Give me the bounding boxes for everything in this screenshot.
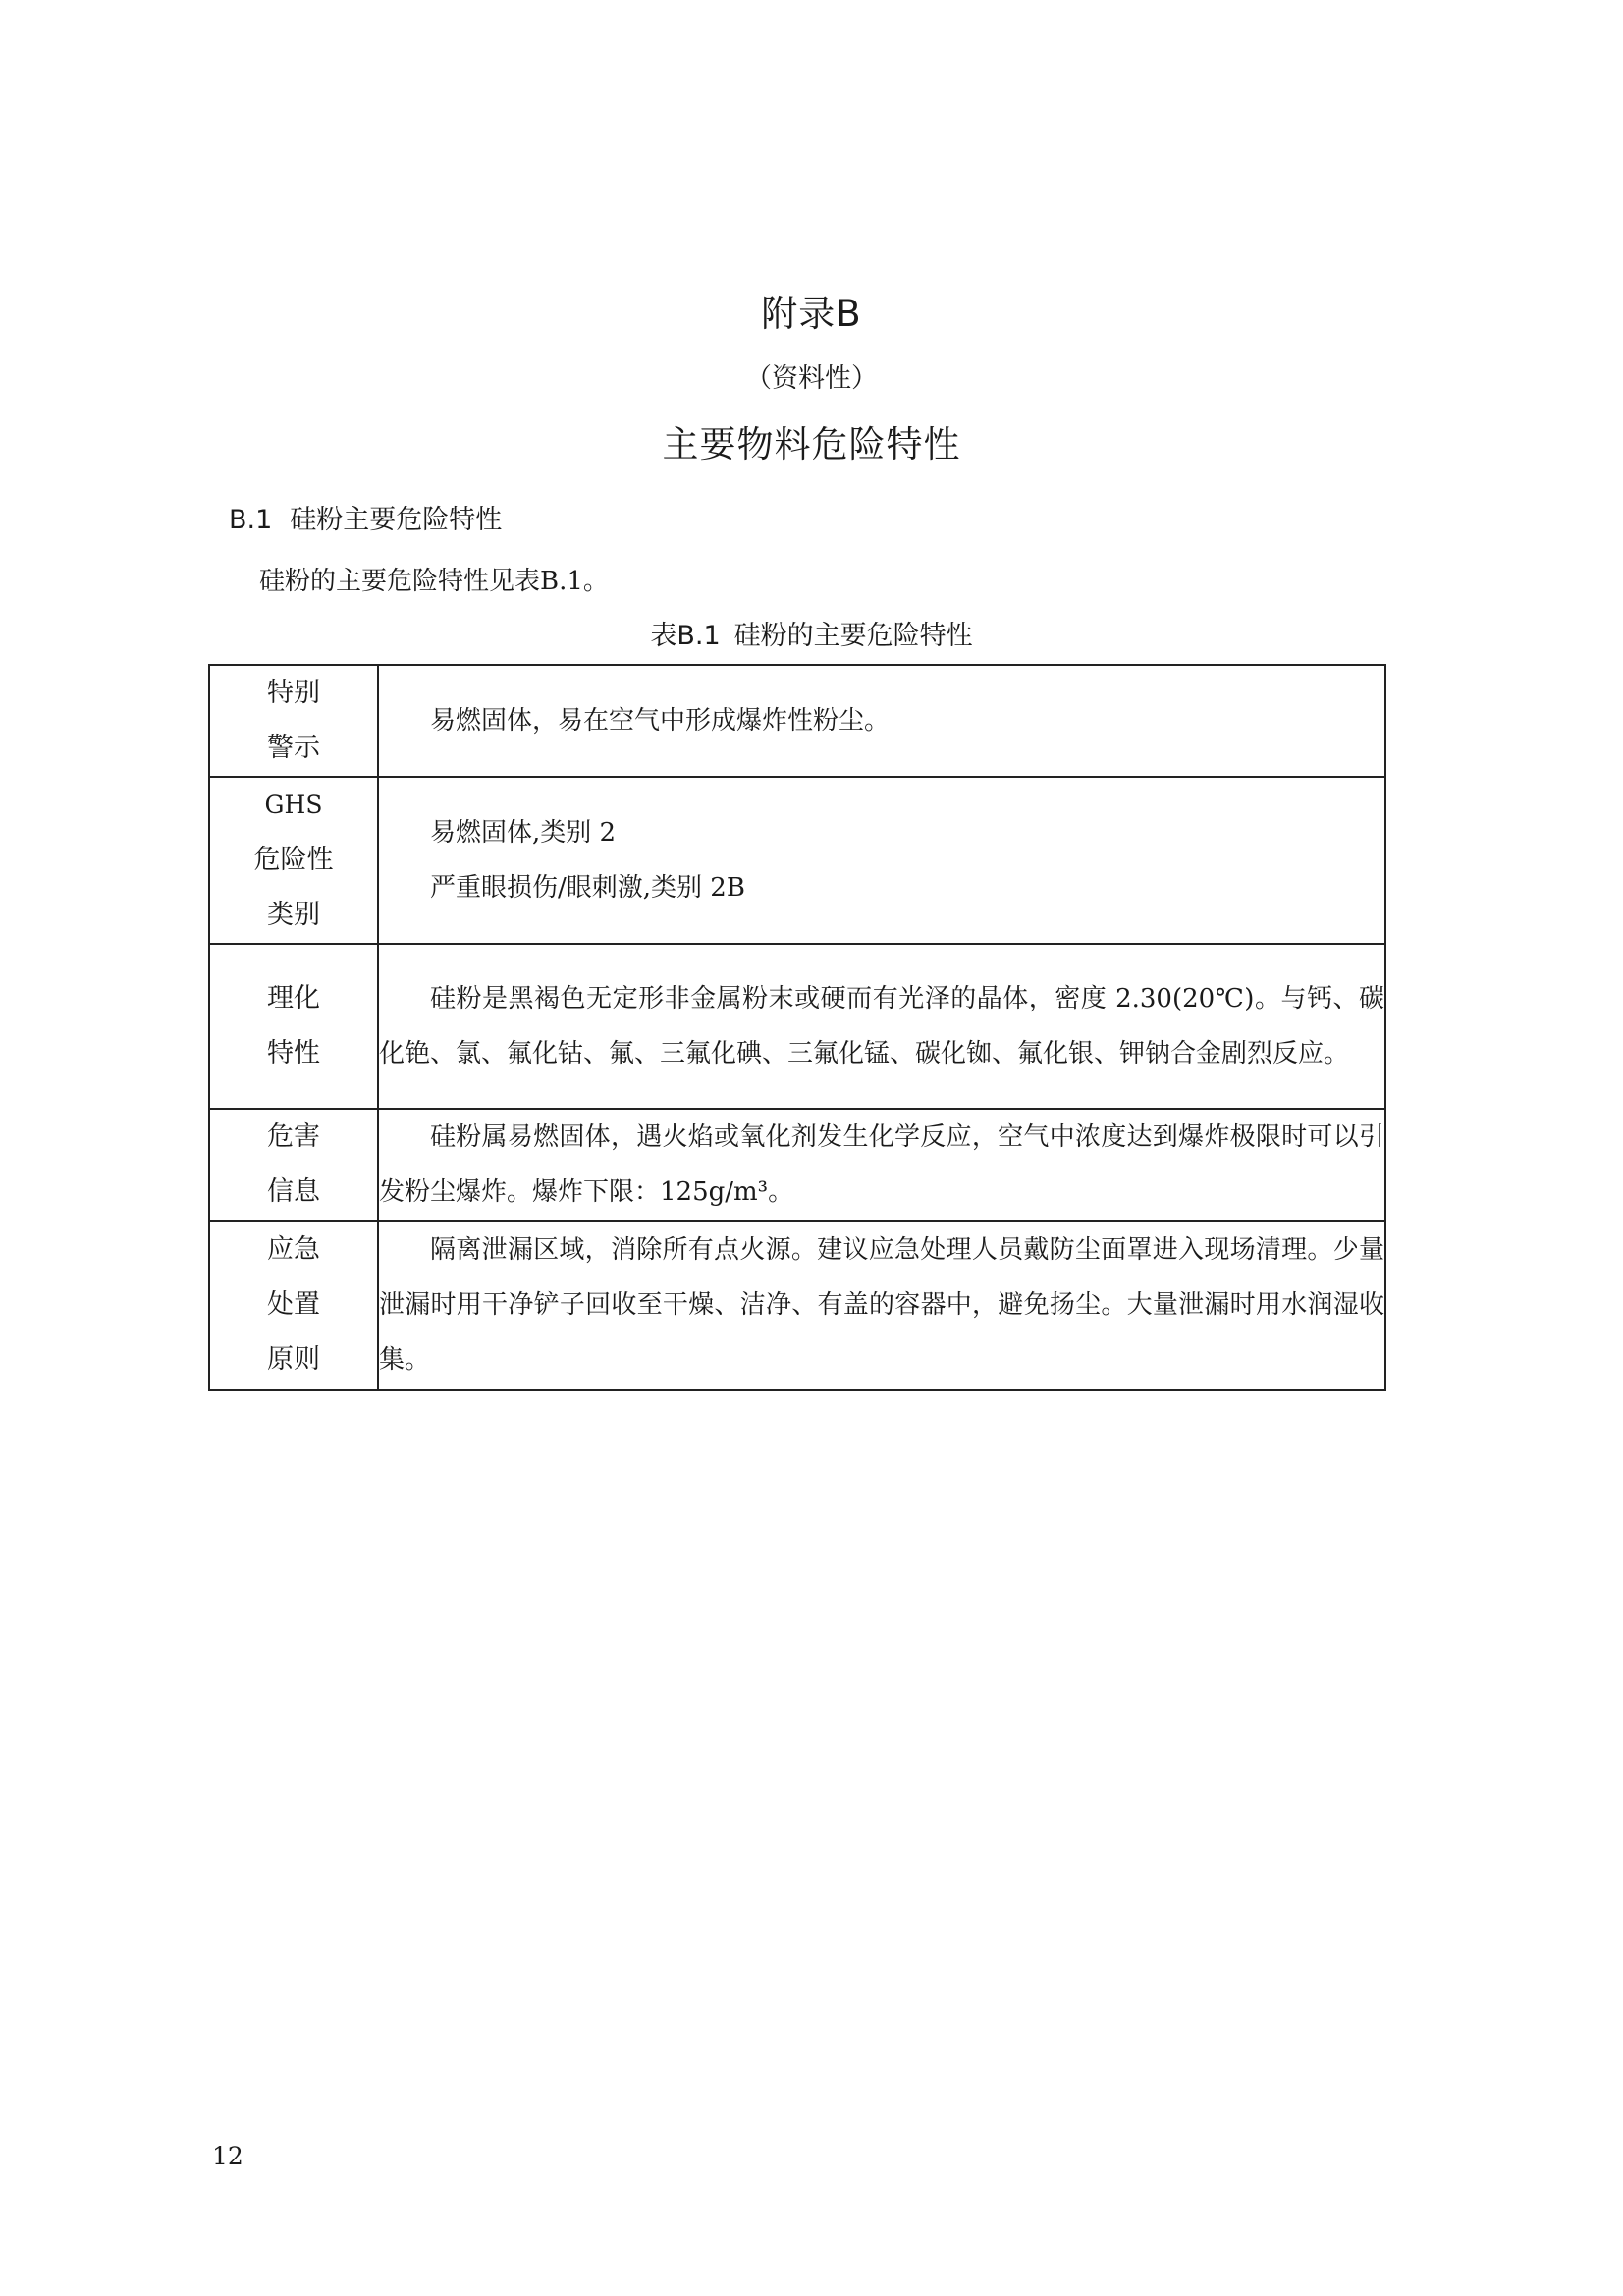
table-caption-number: 表B.1 [650,621,721,651]
row-label-line: GHS [264,791,323,819]
table-row [209,1221,1385,1390]
row-content-text: 隔离泄漏区域，消除所有点火源。建议应急处理人员戴防尘面罩进入现场清理。少量泄漏时用干净铲子回收至干燥、洁净、有盖的容器中，避免扬尘。大量泄漏时用水润湿收集。 [379,1235,1384,1375]
row-content [378,944,1385,1109]
row-label-line: 类别 [267,900,320,930]
row-label-line: 危害 [267,1121,320,1152]
row-label [209,1221,378,1390]
row-label-line: 特别 [267,678,320,708]
row-label [209,665,378,777]
row-content-text: 易燃固体，易在空气中形成爆炸性粉尘。 [430,706,891,736]
row-label [209,944,378,1109]
appendix-subtitle: （资料性） [745,363,878,394]
table-row [209,777,1385,944]
row-label-line: 危险性 [253,845,334,875]
row-content-text: 硅粉属易燃固体，遇火焰或氧化剂发生化学反应，空气中浓度达到爆炸极限时可以引发粉尘爆炸。爆炸下限：125g/m³。 [379,1122,1384,1207]
section-intro: 硅粉的主要危险特性见表B.1。 [259,567,609,596]
row-label-line: 理化 [267,983,320,1013]
row-content [378,1221,1385,1390]
row-label-line: 原则 [267,1344,320,1375]
row-content [378,665,1385,777]
row-label [209,777,378,944]
row-content [378,777,1385,944]
table-row [209,665,1385,777]
appendix-title: 附录B [761,293,862,335]
row-label-line: 特性 [267,1038,320,1068]
row-label-line: 警示 [267,733,320,763]
table-row [209,944,1385,1109]
hazard-table [208,664,1386,1391]
row-content-line: 易燃固体,类别 2 [430,818,617,847]
appendix-heading: 主要物料危险特性 [662,423,961,465]
row-content-line: 严重眼损伤/眼刺激,类别 2B [430,873,745,902]
row-label [209,1109,378,1221]
row-content [378,1109,1385,1221]
table-row [209,1109,1385,1221]
table-caption [0,619,1623,654]
row-content-text: 硅粉是黑褐色无定形非金属粉末或硬而有光泽的晶体，密度 2.30(20℃)。与钙、碳化铯、氯、氟化钴、氟、三氟化碘、三氟化锰、碳化铷、氟化银、钾钠合金剧烈反应。 [379,984,1384,1068]
row-label-line: 信息 [267,1176,320,1207]
section-number: B.1 [229,505,273,535]
row-label-line: 处置 [267,1289,320,1320]
table-caption-title: 硅粉的主要危险特性 [733,621,973,651]
row-label-line: 应急 [267,1234,320,1265]
page-number: 12 [212,2142,243,2170]
section-heading [229,503,502,538]
section-title: 硅粉主要危险特性 [290,505,503,535]
